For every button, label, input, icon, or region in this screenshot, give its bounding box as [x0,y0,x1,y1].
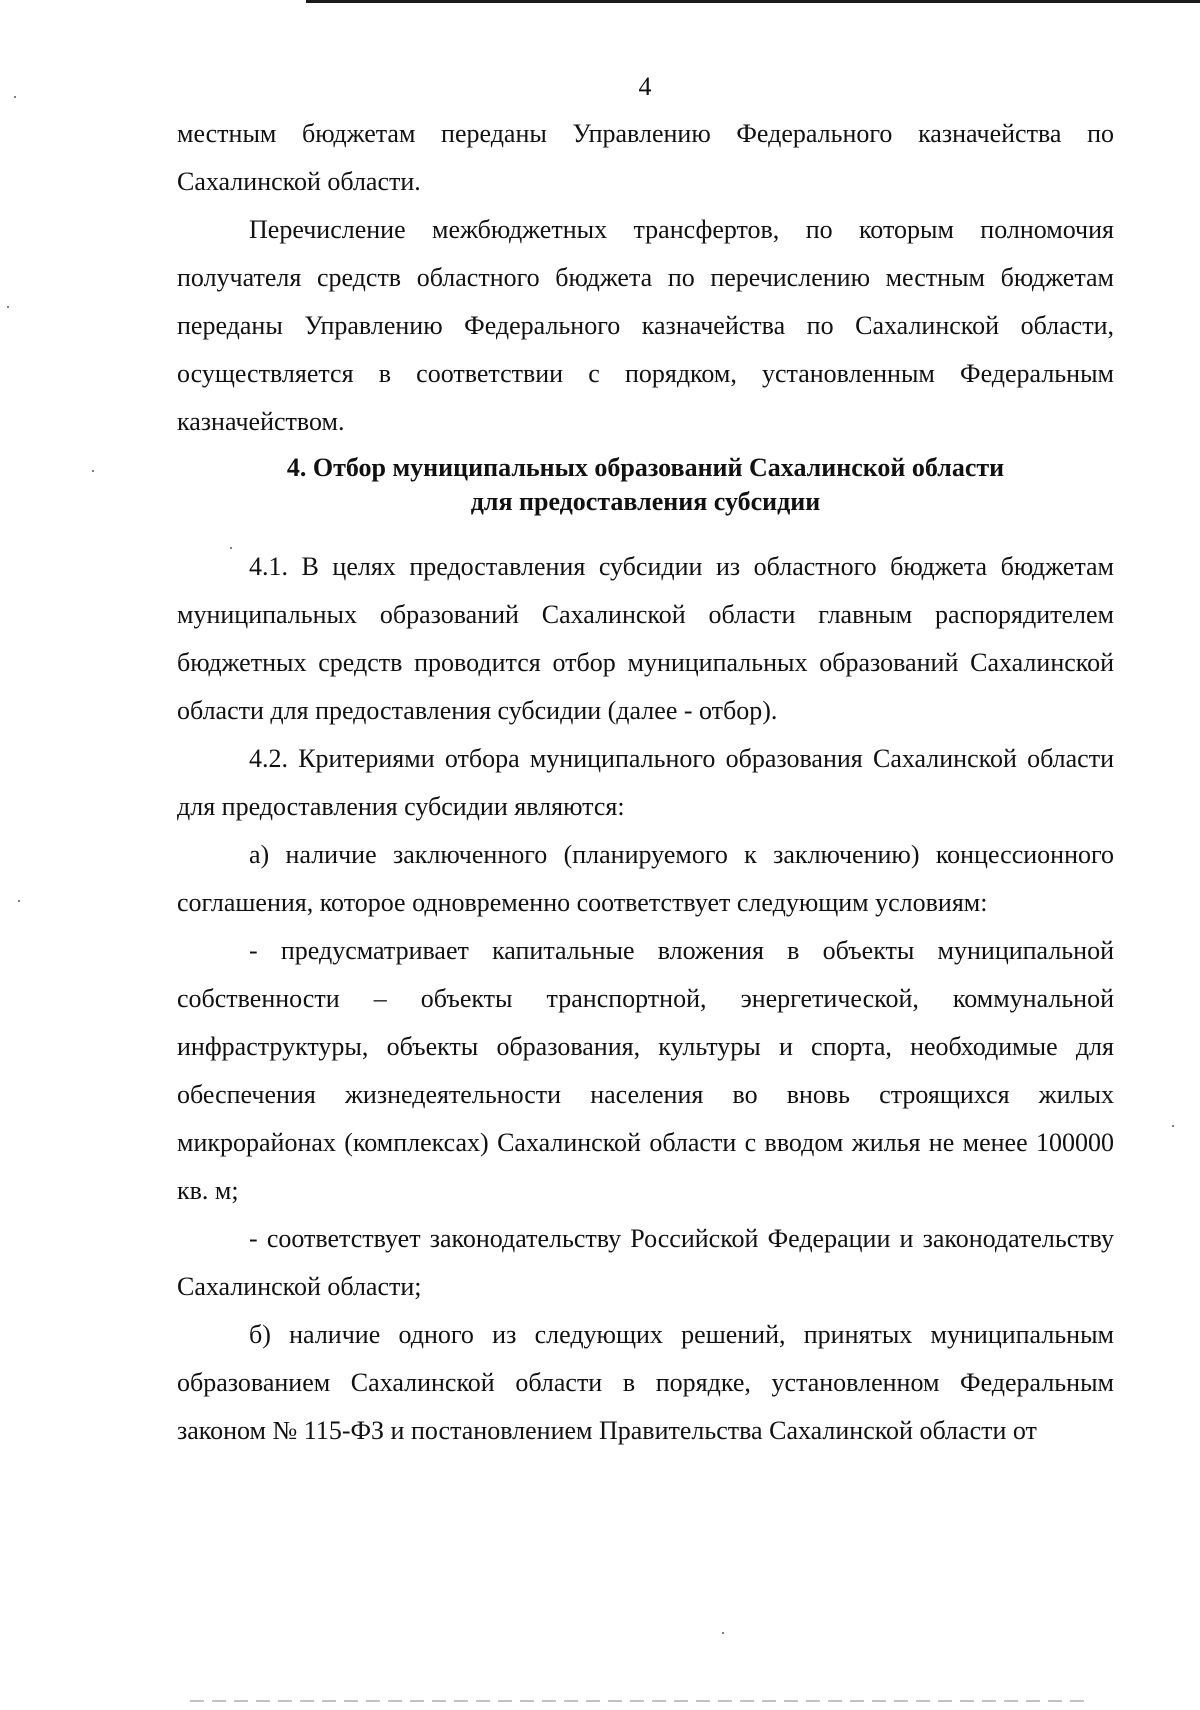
paragraph-item-b: б) наличие одного из следующих решений, принятых муниципальным образованием Сахалинской области в порядке, установленном Федеральным законом № 115-ФЗ и постановлением Правительства Сахалинской области от [177,1320,1114,1445]
page-number: 4 [638,72,652,101]
paragraph-condition-investments: - предусматривает капитальные вложения в объекты муниципальной собственности – объекты транспортной, энергетической, коммунальной инфраструктуры, объекты образования, культуры и спорта, необходимые для обеспечения жизнедеятельности населения во вновь строящихся жилых микрорайонах (комплексах) Сахалинской области с вводом жилья не менее 100000 кв. м; [177,936,1114,1205]
scan-speck [1172,1125,1174,1127]
top-border-line [306,0,1200,3]
paragraph-item-a: а) наличие заключенного (планируемого к заключению) концессионного соглашения, которое одновременно соответствует следующим условиям: [177,840,1114,917]
section-heading-line-2: для предоставления субсидии [470,487,821,516]
paragraph-4-2: 4.2. Критериями отбора муниципального образования Сахалинской области для предоставления субсидии являются: [177,744,1114,821]
scan-speck [18,900,20,902]
bottom-scan-line [190,1700,1090,1702]
document-body [177,110,1114,1455]
section-heading [177,451,1114,519]
scan-speck [7,306,9,308]
paragraph-continuation: местным бюджетам переданы Управлению Федерального казначейства по Сахалинской области. [177,119,1114,196]
section-heading-line-1: 4. Отбор муниципальных образований Сахалинской области [286,453,1005,482]
paragraph-condition-legislation: - соответствует законодательству Российской Федерации и законодательству Сахалинской области; [177,1224,1114,1301]
paragraph-4-1: 4.1. В целях предоставления субсидии из областного бюджета бюджетам муниципальных образований Сахалинской области главным распорядителем бюджетных средств проводится отбор муниципальных образований Сахалинской области для предоставления субсидии (далее - отбор). [177,552,1114,725]
scan-speck [722,1632,724,1634]
scan-speck [92,470,94,472]
paragraph-transfers: Перечисление межбюджетных трансфертов, по которым полномочия получателя средств областного бюджета по перечислению местным бюджетам переданы Управлению Федерального казначейства по Сахалинской области, осуществляется в соответствии с порядком, установленным Федеральным казначейством. [177,215,1114,436]
